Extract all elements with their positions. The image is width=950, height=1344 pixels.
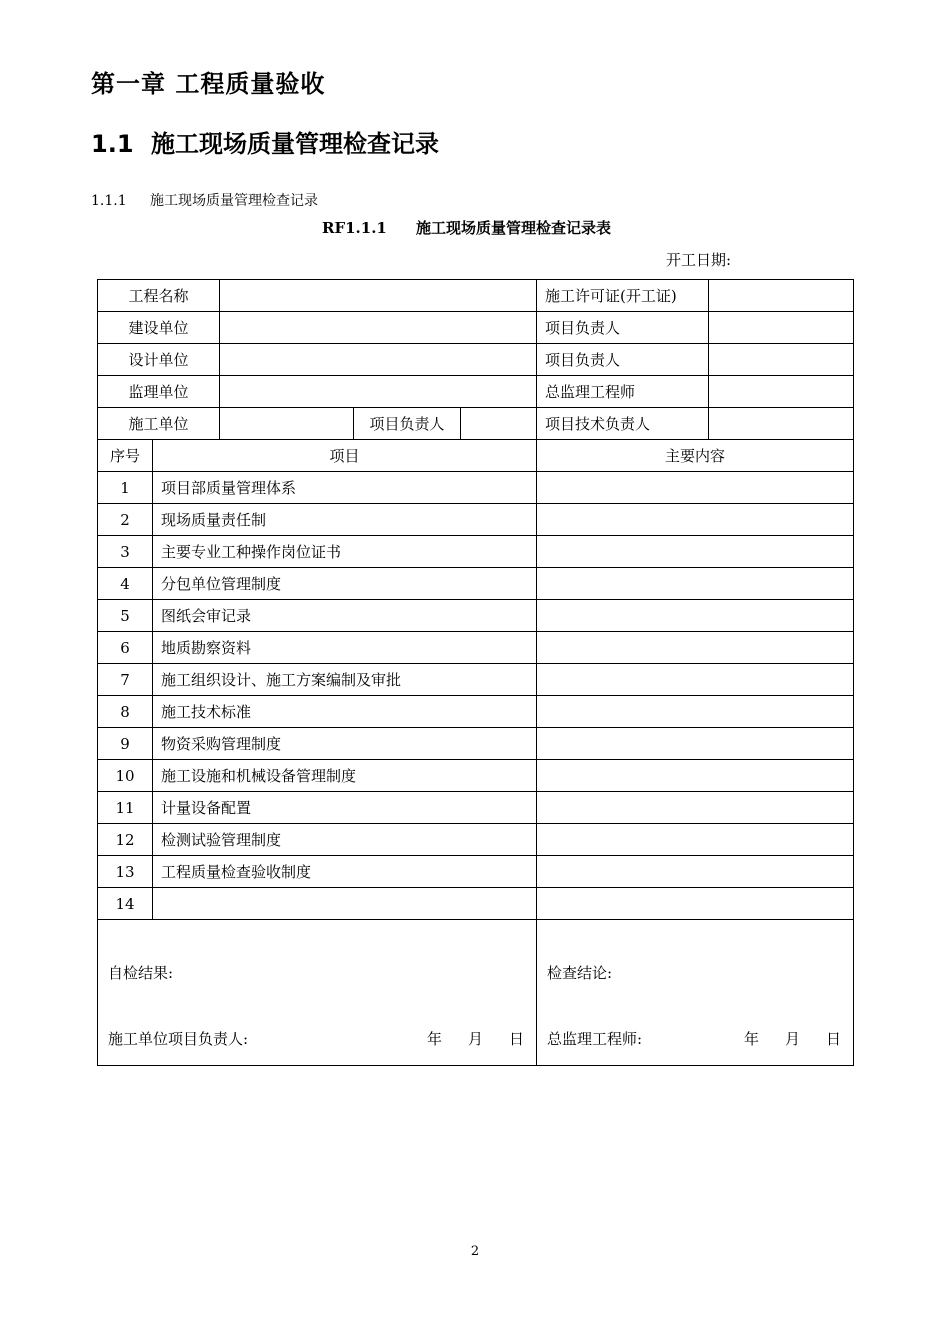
row-content-field[interactable] [537,696,854,728]
info-row [98,376,854,408]
section-title: 施工现场质量管理检查记录 [151,130,439,158]
label-project-name: 工程名称 [98,280,220,312]
row-number: 1 [98,472,153,504]
row-item: 图纸会审记录 [153,600,537,632]
row-number: 5 [98,600,153,632]
conclusion-cell[interactable] [537,920,854,1066]
label-builder: 建设单位 [98,312,220,344]
label-permit: 施工许可证(开工证) [537,280,709,312]
header-content: 主要内容 [537,440,854,472]
row-number: 4 [98,568,153,600]
row-number: 2 [98,504,153,536]
designer-lead-field[interactable] [709,344,854,376]
conclusion-label: 检查结论: [547,964,613,982]
row-number: 13 [98,856,153,888]
section-number: 1.1 [91,130,134,158]
label-designer-lead: 项目负责人 [537,344,709,376]
signoff-row [98,920,854,1066]
column-header-row [98,440,854,472]
tech-lead-field[interactable] [709,408,854,440]
table-row [98,632,854,664]
table-row [98,824,854,856]
row-content-field[interactable] [537,664,854,696]
page-number: 2 [470,1244,480,1259]
row-content-field[interactable] [537,632,854,664]
table-row [98,600,854,632]
row-number: 11 [98,792,153,824]
row-number: 10 [98,760,153,792]
row-content-field[interactable] [537,792,854,824]
row-number: 14 [98,888,153,920]
row-number: 8 [98,696,153,728]
row-item: 施工设施和机械设备管理制度 [153,760,537,792]
table-row [98,888,854,920]
section-heading [91,124,439,159]
subsection-number: 1.1.1 [91,193,127,209]
day-label: 日 [826,1030,842,1048]
row-content-field[interactable] [537,760,854,792]
row-item [153,888,537,920]
builder-lead-field[interactable] [709,312,854,344]
label-chief-supervisor: 总监理工程师 [537,376,709,408]
info-row [98,408,854,440]
self-check-label: 自检结果: [108,964,174,982]
row-number: 6 [98,632,153,664]
row-number: 12 [98,824,153,856]
row-item: 主要专业工种操作岗位证书 [153,536,537,568]
table-code: RF1.1.1 [322,219,387,237]
designer-field[interactable] [220,344,537,376]
label-supervisor: 监理单位 [98,376,220,408]
contractor-sign-date [401,1028,524,1049]
month-label: 月 [468,1030,484,1048]
subsection-title: 施工现场质量管理检查记录 [150,193,318,209]
contractor-lead-field[interactable] [461,408,537,440]
table-row [98,728,854,760]
chief-supervisor-field[interactable] [709,376,854,408]
row-item: 分包单位管理制度 [153,568,537,600]
row-content-field[interactable] [537,536,854,568]
permit-field[interactable] [709,280,854,312]
label-tech-lead: 项目技术负责人 [537,408,709,440]
row-number: 9 [98,728,153,760]
label-builder-lead: 项目负责人 [537,312,709,344]
contractor-field[interactable] [220,408,354,440]
row-content-field[interactable] [537,728,854,760]
header-item: 项目 [153,440,537,472]
contractor-sign-label: 施工单位项目负责人: [108,1030,249,1048]
row-item: 工程质量检查验收制度 [153,856,537,888]
table-row [98,536,854,568]
project-name-field[interactable] [220,280,537,312]
start-date-label: 开工日期: [666,251,732,269]
table-row [98,696,854,728]
row-content-field[interactable] [537,856,854,888]
row-item: 现场质量责任制 [153,504,537,536]
table-title [322,217,611,238]
table-row [98,568,854,600]
month-label: 月 [785,1030,801,1048]
row-number: 7 [98,664,153,696]
info-row [98,344,854,376]
subsection-heading [91,190,318,210]
table-name: 施工现场质量管理检查记录表 [416,219,612,237]
row-content-field[interactable] [537,504,854,536]
supervisor-field[interactable] [220,376,537,408]
row-number: 3 [98,536,153,568]
table-row [98,792,854,824]
label-contractor: 施工单位 [98,408,220,440]
row-item: 物资采购管理制度 [153,728,537,760]
label-designer: 设计单位 [98,344,220,376]
row-item: 地质勘察资料 [153,632,537,664]
row-content-field[interactable] [537,600,854,632]
day-label: 日 [509,1030,525,1048]
table-row [98,856,854,888]
quality-check-form [97,279,854,1066]
table-row [98,472,854,504]
year-label: 年 [427,1030,443,1048]
table-row [98,664,854,696]
builder-field[interactable] [220,312,537,344]
row-item: 项目部质量管理体系 [153,472,537,504]
supervisor-sign-date [718,1028,841,1049]
row-content-field[interactable] [537,888,854,920]
row-item: 计量设备配置 [153,792,537,824]
row-content-field[interactable] [537,472,854,504]
row-item: 施工组织设计、施工方案编制及审批 [153,664,537,696]
self-check-cell[interactable] [98,920,537,1066]
row-content-field[interactable] [537,824,854,856]
row-content-field[interactable] [537,568,854,600]
label-contractor-lead: 项目负责人 [354,408,461,440]
supervisor-sign-label: 总监理工程师: [547,1030,643,1048]
info-row [98,280,854,312]
table-row [98,504,854,536]
info-row [98,312,854,344]
chapter-title: 第一章 工程质量验收 [91,70,326,98]
year-label: 年 [744,1030,760,1048]
row-item: 检测试验管理制度 [153,824,537,856]
header-seq: 序号 [98,440,153,472]
table-row [98,760,854,792]
row-item: 施工技术标准 [153,696,537,728]
